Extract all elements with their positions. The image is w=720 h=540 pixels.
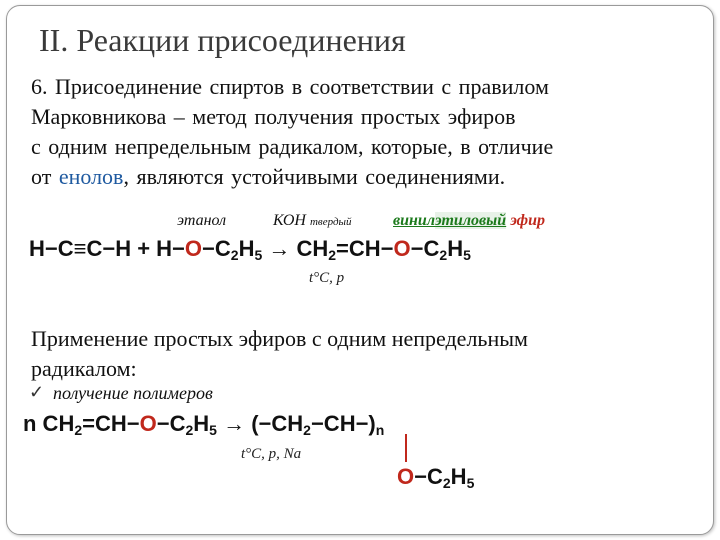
branch-sub-2: 2: [442, 475, 451, 491]
product-name-label: [393, 212, 545, 230]
oxygen-1: O: [184, 236, 203, 261]
r2-h-part: H: [193, 411, 210, 436]
para-line-4: [31, 162, 711, 192]
para-line-4-end: , являются устойчивыми соединениями.: [123, 164, 506, 189]
h5b-part: H: [447, 236, 464, 261]
sub-2c: 2: [439, 247, 448, 263]
polymer-bond-line: [405, 434, 407, 462]
ether-text: эфир: [506, 212, 545, 229]
c2b-part: −C: [410, 236, 440, 261]
r2-sub-n: n: [375, 422, 385, 438]
enol-term: енолов: [58, 164, 124, 189]
checkmark-icon: ✓: [29, 382, 45, 402]
r2-sub-2b: 2: [185, 422, 194, 438]
reaction-2-equation: [23, 411, 384, 437]
r2-arrow: → (−CH: [216, 411, 304, 436]
sub-2a: 2: [230, 247, 239, 263]
c2-part: −C: [202, 236, 231, 261]
app-line-1: Применение простых эфиров с одним непредельным: [31, 326, 528, 351]
r2-ch-part: =CH−: [82, 411, 140, 436]
h-part: H: [238, 236, 255, 261]
oxygen-2: O: [393, 236, 411, 261]
r2-tail: −CH−): [310, 411, 376, 436]
r2-sub-2a: 2: [74, 422, 83, 438]
koh-text: КОН: [273, 212, 306, 229]
ethyl-text: этиловый: [435, 212, 507, 229]
branch-c: −C: [414, 464, 443, 489]
para-line-1: 6. Присоединение спиртов в соответствии с правилом: [31, 74, 549, 99]
r2-sub-5: 5: [209, 422, 217, 438]
sub-5b: 5: [463, 247, 471, 263]
slide-frame: [6, 5, 714, 535]
r2-oxygen: O: [139, 411, 157, 436]
koh-solid: твердый: [309, 216, 352, 228]
reaction-2-conditions: t°C, p, Na: [241, 446, 302, 462]
application-paragraph: [31, 324, 711, 384]
app-line-2: радикалом:: [31, 356, 137, 381]
sub-5a: 5: [254, 247, 263, 263]
sub-2b: 2: [328, 247, 337, 263]
branch-h: H: [450, 464, 467, 489]
reaction-1-equation: [29, 236, 471, 262]
branch-oxygen: O: [397, 464, 415, 489]
n-ch-part: n CH: [23, 411, 75, 436]
koh-label: [273, 212, 351, 230]
intro-paragraph: [31, 72, 711, 192]
acetylene-part: H−C≡C−H + H−: [29, 236, 185, 261]
para-line-2: Марковникова – метод получения простых эфиров: [31, 104, 516, 129]
arrow-product: → CH: [262, 236, 329, 261]
r2-c2-part: −C: [156, 411, 186, 436]
branch-sub-5: 5: [466, 475, 475, 491]
reaction-1-conditions: t°C, p: [309, 270, 345, 286]
ethanol-label: этанол: [177, 212, 227, 229]
polymer-side-group: [397, 464, 474, 490]
r2-sub-2c: 2: [303, 422, 311, 438]
bullet-polymers: получение полимеров: [53, 383, 213, 403]
ch-part: =CH−: [336, 236, 394, 261]
vinyl-text: винил: [393, 212, 436, 229]
para-line-4-start: от: [31, 164, 59, 189]
slide-title: II. Реакции присоединения: [39, 22, 406, 58]
para-line-3: с одним непредельным радикалом, которые, в отличие: [31, 134, 554, 159]
